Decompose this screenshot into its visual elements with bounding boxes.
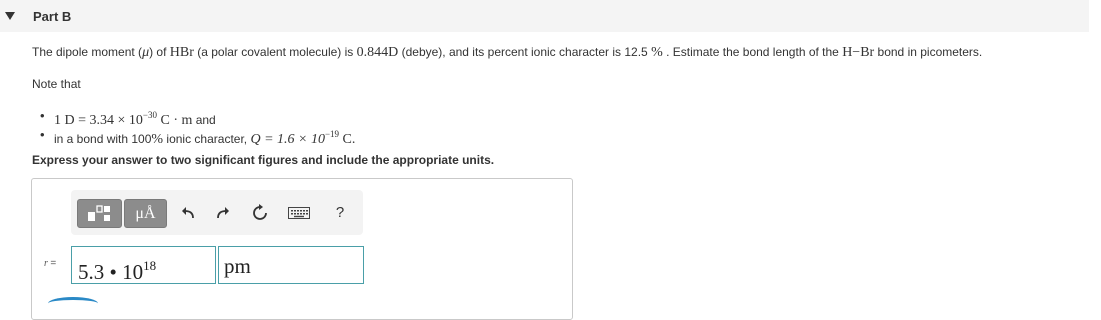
note-text: Note that xyxy=(32,77,81,91)
value-mantissa: 5.3 • 10 xyxy=(78,260,144,284)
question-segment: ) of xyxy=(149,45,170,59)
mu-symbol: μ xyxy=(142,45,150,60)
redo-button[interactable] xyxy=(210,199,236,226)
equals-sign: = xyxy=(50,258,57,269)
help-button[interactable]: ? xyxy=(335,204,345,221)
part-header[interactable] xyxy=(0,0,1089,32)
templates-icon xyxy=(85,204,115,224)
list-item xyxy=(54,106,355,128)
question-segment: The dipole moment ( xyxy=(32,45,143,59)
math-toolbar xyxy=(71,190,363,235)
dipole-value: 0.844D xyxy=(356,45,399,60)
value-exponent: 18 xyxy=(143,258,157,273)
formula-h-br: H−Br xyxy=(842,45,875,60)
reset-icon xyxy=(251,204,269,222)
unit-text: C · m xyxy=(156,113,193,128)
reset-button[interactable] xyxy=(247,199,273,226)
unit-input[interactable]: pm xyxy=(218,246,364,284)
part-title: Part B xyxy=(33,8,72,24)
question-segment: (a polar covalent molecule) is xyxy=(193,45,357,59)
list-item xyxy=(54,125,356,147)
templates-button[interactable] xyxy=(77,199,122,228)
value-input[interactable] xyxy=(71,246,216,284)
units-button[interactable]: μÅ xyxy=(124,199,167,228)
keyboard-button[interactable] xyxy=(284,199,314,226)
undo-button[interactable] xyxy=(175,199,201,226)
redo-icon xyxy=(215,205,231,221)
formula-hbr: HBr xyxy=(169,45,194,60)
question-segment: . Estimate the bond length of the xyxy=(662,45,843,59)
given-list xyxy=(54,106,356,147)
unit-text: C. xyxy=(339,132,356,147)
list-text: ionic character, xyxy=(163,132,251,146)
question-text xyxy=(32,45,1092,61)
answer-instruction: Express your answer to two significant figures and include the appropriate units. xyxy=(32,153,495,167)
undo-icon xyxy=(180,205,196,221)
exponent: −19 xyxy=(324,129,340,139)
exponent: −30 xyxy=(142,110,157,120)
charge-definition: Q = 1.6 × 10 xyxy=(250,132,325,147)
variable-name: r xyxy=(44,258,48,269)
variable-label xyxy=(44,258,56,269)
question-segment: bond in picometers. xyxy=(874,45,983,59)
percent-symbol: % xyxy=(151,132,164,147)
collapse-caret-icon[interactable] xyxy=(5,12,15,20)
debye-definition: 1 D = 3.34 × 10 xyxy=(54,113,143,128)
list-text: and xyxy=(192,113,216,127)
question-segment: (debye), and its percent ionic character is 12.5 xyxy=(398,45,652,59)
percent-symbol: % xyxy=(651,45,663,60)
keyboard-icon xyxy=(288,207,310,219)
list-text: in a bond with 100 xyxy=(54,132,152,146)
